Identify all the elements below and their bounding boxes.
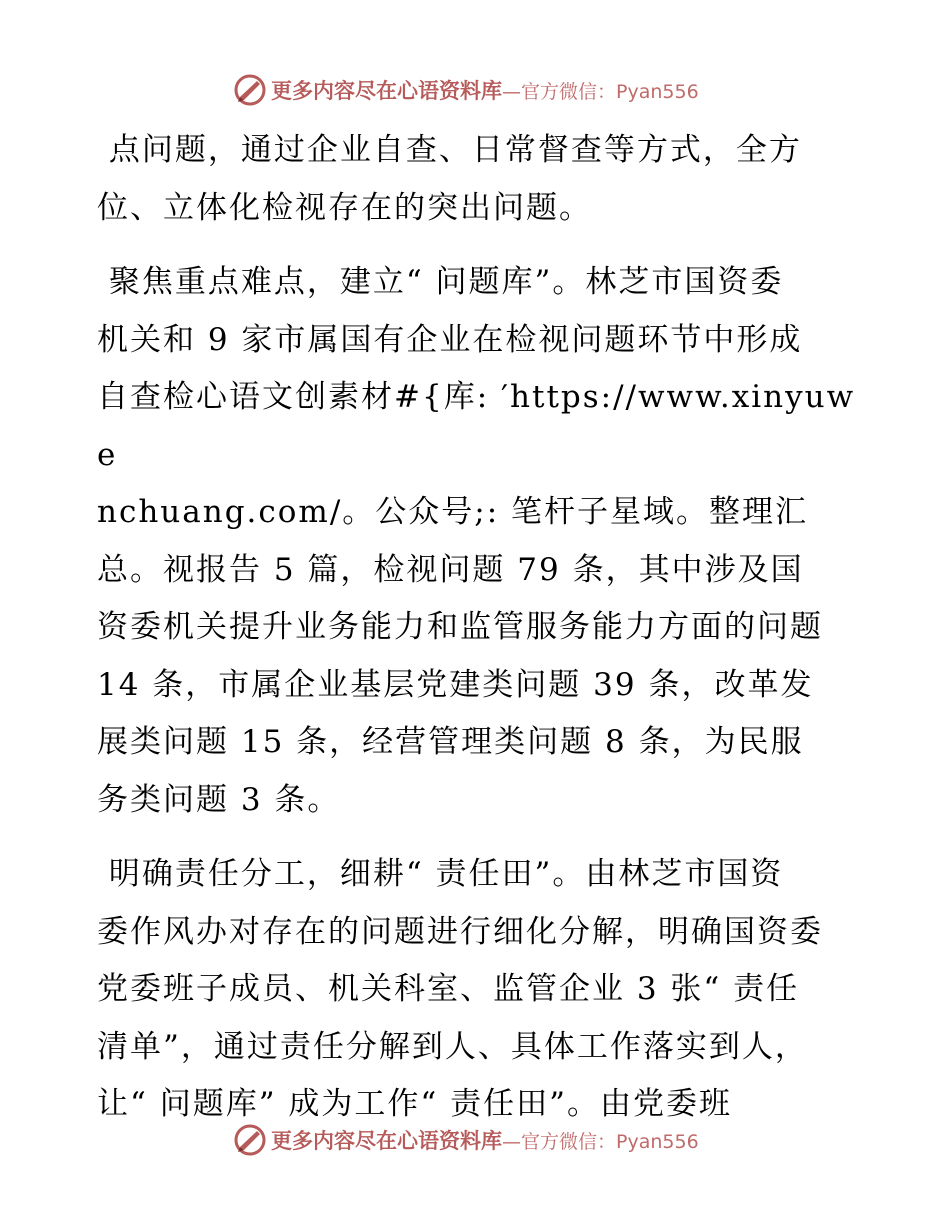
- text-line: 资委机关提升业务能力和监管服务能力方面的问题: [97, 609, 823, 645]
- banner-wechat-text: —官方微信：Pyan556: [502, 1130, 699, 1153]
- text-line: 点问题，通过企业自查、日常督查等方式，全方: [97, 132, 802, 168]
- pen-logo-icon: [233, 73, 267, 107]
- text-line: 位、立体化检视存在的突出问题。: [97, 189, 592, 226]
- banner-wechat-text: —官方微信：Pyan556: [502, 80, 699, 103]
- header-banner: [233, 72, 699, 108]
- text-line: nchuang.com/。公众号;: 笔杆子星域。整理汇: [97, 494, 809, 530]
- text-line: 党委班子成员、机关科室、监管企业 3 张“ 责任: [97, 971, 800, 1007]
- banner-main-text: 更多内容尽在心语资料库: [271, 1128, 502, 1153]
- pen-logo-icon: [233, 1123, 267, 1157]
- text-line: 让“ 问题库” 成为工作“ 责任田”。由党委班: [97, 1086, 732, 1122]
- text-line: 机关和 9 家市属国有企业在检视问题环节中形成: [97, 321, 803, 358]
- text-line: 委作风办对存在的问题进行细化分解，明确国资委: [97, 913, 823, 950]
- text-line: 清单”，通过责任分解到人、具体工作落实到人，: [97, 1028, 808, 1065]
- paragraph: [97, 846, 857, 1134]
- document-body: [97, 122, 857, 1134]
- banner-main-text: 更多内容尽在心语资料库: [271, 78, 502, 103]
- text-line: 务类问题 3 条。: [97, 781, 341, 818]
- text-line: 14 条，市属企业基层党建类问题 39 条，改革发: [97, 666, 814, 703]
- text-line: 自查检心语文创素材#{库: ′https://www.xinyuwe: [97, 379, 856, 473]
- footer-banner: [233, 1122, 699, 1158]
- paragraph: [97, 122, 857, 237]
- paragraph: [97, 254, 857, 829]
- text-line: 总。视报告 5 篇，检视问题 79 条，其中涉及国: [97, 551, 804, 588]
- text-line: 明确责任分工，细耕“ 责任田”。由林芝市国资: [97, 856, 784, 892]
- text-line: 展类问题 15 条，经营管理类问题 8 条，为民服: [97, 724, 804, 760]
- text-line: 聚焦重点难点，建立“ 问题库”。林芝市国资委: [97, 264, 784, 300]
